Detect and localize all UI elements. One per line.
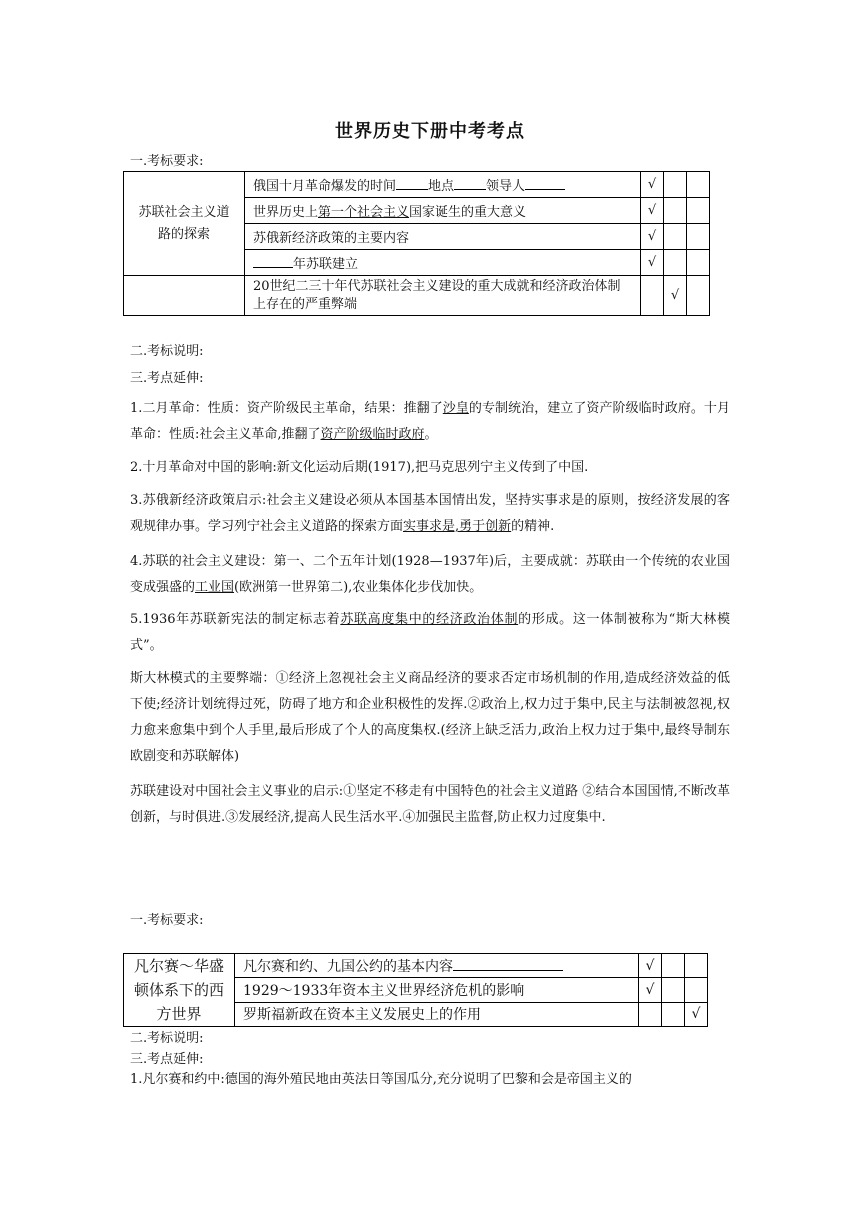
requirement-cell <box>235 954 639 978</box>
para-text: 的精神. <box>511 519 555 534</box>
check-cell <box>687 172 710 198</box>
req-text: 地点 <box>428 179 455 194</box>
req-text: 年苏联建立 <box>293 257 359 272</box>
para-text: 的专制统治，建立了资产阶级临时政府。十月革命：性质:社会主义革命,推翻了 <box>130 401 730 442</box>
check-cell <box>662 978 685 1002</box>
check-cell: √ <box>641 224 664 250</box>
para-text: 3.苏俄新经济政策启示:社会主义建设必须从本国基本国情出发，坚持实事求是的原则，按经济发展的客观规律办事。学习列宁社会主义道路的探索方面 <box>130 493 730 534</box>
paragraph-2: 2.十月革命对中国的影响:新文化运动后期(1917),把马克思列宁主义传到了中国. <box>130 460 589 475</box>
table-row <box>124 954 708 978</box>
paragraph-7: 苏联建设对中国社会主义事业的启示:①坚定不移走有中国特色的社会主义道路 ②结合本国国情,不断改革创新，与时俱进.③发展经济,提高人民生活水平.④加强民主监督,防止权力过度集中. <box>130 784 730 825</box>
check-cell <box>664 198 687 224</box>
requirements-table-1 <box>123 171 710 316</box>
paragraph-6: 斯大林模式的主要弊端：①经济上忽视社会主义商品经济的要求否定市场机制的作用,造成经济效益的低下使;经济计划统得过死，防碍了地方和企业积极性的发挥.②政治上,权力过于集中,民主与法制被忽视,权力愈来愈集中到个人手里,最后形成了个人的高度集权.(经济上缺乏活力,政治上权力过于集中,最终导制东欧剧变和苏联解体) <box>130 671 730 764</box>
requirement-cell <box>245 172 641 198</box>
check-cell <box>662 1002 685 1026</box>
check-cell: √ <box>685 1002 708 1026</box>
check-cell <box>685 954 708 978</box>
check-cell: √ <box>639 954 662 978</box>
check-cell: √ <box>641 250 664 276</box>
explain-heading-2: 二.考标说明: <box>130 1031 204 1046</box>
category-cell <box>124 172 245 276</box>
para-underlined: 沙皇 <box>442 401 469 416</box>
paragraph-1 <box>130 396 730 448</box>
requirement-cell <box>245 198 641 224</box>
paragraph-5 <box>130 607 730 659</box>
req-underlined: 第一个社会主义 <box>318 205 410 220</box>
check-cell <box>687 198 710 224</box>
check-cell: √ <box>639 978 662 1002</box>
para-underlined: 工业国 <box>195 580 235 595</box>
requirements-heading-2: 一.考标要求: <box>130 913 204 928</box>
table-row <box>124 276 710 316</box>
check-cell: √ <box>641 198 664 224</box>
requirement-cell: 20世纪二三十年代苏联社会主义建设的重大成就和经济政治体制上存在的严重弊端 <box>245 276 641 316</box>
check-cell <box>639 1002 662 1026</box>
paragraph-3 <box>130 488 730 540</box>
blank-line <box>253 255 293 268</box>
paragraph-s2-1: 1.凡尔赛和约中:德国的海外殖民地由英法日等国瓜分,充分说明了巴黎和会是帝国主义的 <box>130 1072 632 1087</box>
req-text: 领导人 <box>486 179 526 194</box>
req-text: 凡尔赛和约、九国公约的基本内容 <box>243 958 453 975</box>
requirement-cell: 1929～1933年资本主义世界经济危机的影响 <box>235 978 639 1002</box>
extend-heading-1: 三.考点延伸: <box>130 371 204 386</box>
blank-line <box>454 177 486 190</box>
req-text: 国家诞生的重大意义 <box>409 205 527 220</box>
req-text: 俄国十月革命爆发的时间 <box>253 179 397 194</box>
category-cell <box>124 954 235 1027</box>
requirements-table-2 <box>123 953 708 1027</box>
check-cell <box>664 172 687 198</box>
check-cell: √ <box>664 276 687 316</box>
para-text: 的形成。这一体制被称为“斯大林模式”。 <box>130 612 730 653</box>
requirement-cell: 罗斯福新政在资本主义发展史上的作用 <box>235 1002 639 1026</box>
check-cell <box>685 978 708 1002</box>
check-cell <box>687 224 710 250</box>
para-text: 1.二月革命：性质：资产阶级民主革命，结果：推翻了 <box>130 401 443 416</box>
paragraph-4 <box>130 549 730 601</box>
category-label: 凡尔赛～华盛顿体系下的西方世界 <box>133 957 224 1023</box>
para-underlined: 资产阶级临时政府 <box>320 427 425 442</box>
blank-line <box>453 958 563 971</box>
category-label: 苏联社会主义道路的探索 <box>138 204 230 242</box>
check-cell <box>687 276 710 316</box>
check-cell <box>662 954 685 978</box>
check-cell <box>687 250 710 276</box>
requirements-heading-1: 一.考标要求: <box>130 154 204 169</box>
check-cell <box>664 224 687 250</box>
table-row <box>124 172 710 198</box>
explain-heading-1: 二.考标说明: <box>130 344 204 359</box>
para-underlined: 实事求是,勇于创新 <box>403 519 512 534</box>
req-text: 世界历史上 <box>253 205 319 220</box>
extend-heading-2: 三.考点延伸: <box>130 1052 204 1067</box>
para-text: (欧洲第一世界第二),农业集体化步伐加快。 <box>234 580 483 595</box>
blank-line <box>396 177 428 190</box>
requirement-cell <box>245 250 641 276</box>
page-title: 世界历史下册中考考点 <box>335 121 525 142</box>
requirement-cell: 苏俄新经济政策的主要内容 <box>245 224 641 250</box>
para-text: 5.1936年苏联新宪法的制定标志着 <box>130 612 341 627</box>
check-cell: √ <box>641 172 664 198</box>
blank-line <box>525 177 565 190</box>
category-cell-empty <box>124 276 245 316</box>
para-text: 。 <box>424 427 438 442</box>
para-underlined: 苏联高度集中的经济政治体制 <box>340 612 519 627</box>
check-cell <box>641 276 664 316</box>
check-cell <box>664 250 687 276</box>
para-text: 4.苏联的社会主义建设：第一、二个五年计划(1928—1937年)后，主要成就：苏联由一个传统的农业国变成强盛的 <box>130 554 730 595</box>
